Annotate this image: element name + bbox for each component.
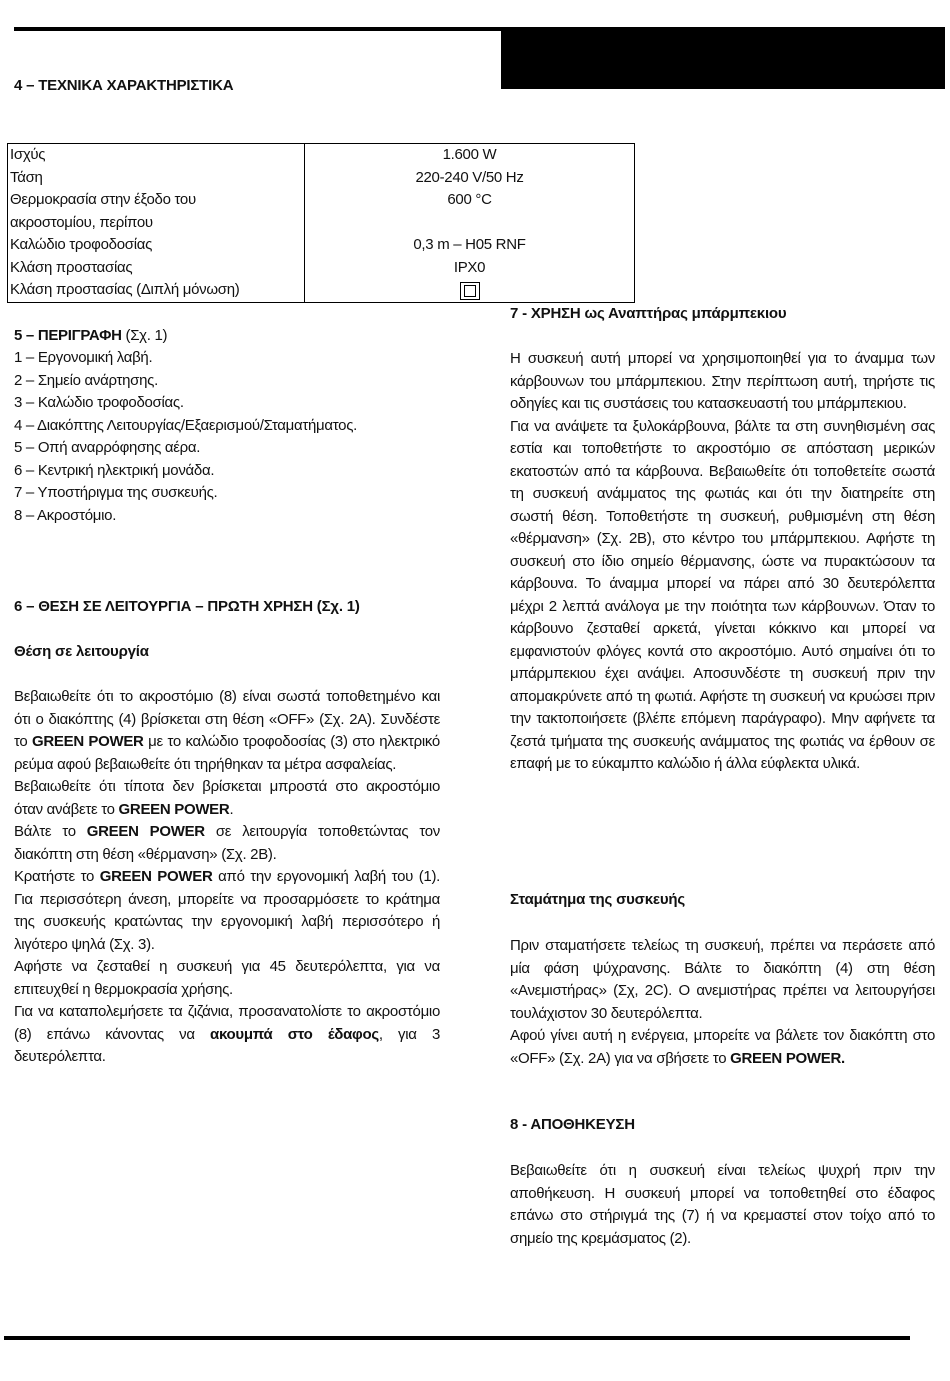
- spec-value: 0,3 m – H05 RNF: [413, 236, 526, 253]
- specs-table: [7, 143, 635, 303]
- section-6-subheading: Θέση σε λειτουργία: [14, 643, 149, 660]
- bottom-rule: [4, 1336, 910, 1340]
- paragraph: Αφού γίνει αυτή η ενέργεια, μπορείτε να βάλετε τον διακόπτη στο «OFF» (Σχ. 2A) για να σβήσετε το GREEN POWER.: [510, 1027, 935, 1067]
- paragraph: Βεβαιωθείτε ότι το ακροστόμιο (8) είναι σωστά τοποθετημένο και ότι ο διακόπτης (4) βρίσκεται στη θέση «OFF» (Σχ. 2A). Συνδέστε το GREEN POWER με το καλώδιο τροφοδοσίας (3) στο ηλεκτρικό ρεύμα αφού βεβαιωθείτε ότι τηρήθηκαν τα μέτρα ασφαλείας.: [14, 688, 440, 773]
- spec-label: Κλάση προστασίας: [10, 258, 133, 276]
- section-8-body: [510, 1160, 935, 1250]
- paragraph: Για να ανάψετε τα ξυλοκάρβουνα, βάλτε τα στη συνηθισμένη σας εστία και τοποθετήστε το ακροστόμιο σε απόσταση μερικών εκατοστών από τα κάρβουνα. Βεβαιωθείτε ότι τοποθετείτε σωστά τη συσκευή ανάμματος της φωτιάς και ότι την διατηρείτε στη σωστή θέση. Τοποθετήστε τη συσκευή, ρυθμισμένη στη θέση «θέρμανση» (Σχ. 2B), στο κέντρο του μπάρμπεκιου. Αφήστε τη συσκευή στο ίδιο σημείο θέρμανσης, ώστε να πυρακτώσουν τα κάρβουνα. Το άναμμα μπορεί να πάρει από 30 δευτερόλεπτα μέχρι 2 λεπτά ανάλογα με την ποιότητα των κάρβουνων. Όταν το κάρβουνο ζεσταθεί αρκετά, γίνεται κόκκινο και μπορεί να εμφανιστούν φλόγες κοντά στο ακροστόμιο. Αυτό σημαίνει ότι το μπάρμπεκιου έχει ανάψει. Αποσυνδέστε τη συσκευή πριν την απομακρύνετε από τη φωτιά. Αφήστε τη συσκευή να κρυώσει πριν την τακτοποιήσετε (βλέπε επόμενη παράγραφο). Μην αφήνετε τα ζεστά τμήματα της συσκευής ανάμματος της φωτιάς να έρθουν σε επαφή με το εύκαμπτο καλώδιο ή άλλα εύφλεκτα υλικά.: [510, 417, 935, 772]
- paragraph: Για να καταπολεμήσετε τα ζιζάνια, προσανατολίστε το ακροστόμιο (8) επάνω κάνοντας να ακουμπά στο έδαφος, για 3 δευτερόλεπτα.: [14, 1003, 440, 1065]
- paragraph: Πριν σταματήσετε τελείως τη συσκευή, πρέπει να περάσετε από μία φάση ψύχρανσης. Βάλτε το διακόπτη (4) στη θέση «Ανεμιστήρας» (Σχ, 2C). Ο ανεμιστήρας πρέπει να λειτουργήσει τουλάχιστον 30 δευτερόλεπτα.: [510, 937, 935, 1022]
- spec-label: Ισχύς: [10, 146, 46, 163]
- section-7-heading: 7 - ΧΡΗΣΗ ως Αναπτήρας μπάρμπεκιου: [510, 305, 787, 322]
- specs-labels-cell: [8, 144, 305, 303]
- header-black-box: [501, 27, 945, 89]
- double-insulation-square-icon: [460, 282, 480, 300]
- section-5-heading: [14, 325, 167, 348]
- spec-value: 1.600 W: [442, 146, 497, 163]
- spec-value: 220-240 V/50 Hz: [415, 168, 524, 186]
- spec-value: 600 °C: [447, 191, 492, 208]
- paragraph: Βεβαιωθείτε ότι τίποτα δεν βρίσκεται μπροστά στο ακροστόμιο όταν ανάβετε το GREEN POWER.: [14, 778, 440, 818]
- spec-label: Κλάση προστασίας (Διπλή μόνωση): [10, 281, 240, 298]
- paragraph: Κρατήστε το GREEN POWER από την εργονομική λαβή του (1). Για περισσότερη άνεση, μπορείτε να προσαρμόσετε το κράτημα της συσκευής κρατώντας την εργονομική λαβή περισσότερο ή λιγότερο ψηλά (Σχ. 3).: [14, 868, 441, 953]
- list-item: 2 – Σημείο ανάρτησης.: [14, 371, 158, 389]
- paragraph: Η συσκευή αυτή μπορεί να χρησιμοποιηθεί για το άναμμα των κάρβουνων του μπάρμπεκιου. Στην περίπτωση αυτή, τηρήστε τις οδηγίες και τις συστάσεις του κατασκευαστή του μπάρμπεκιου.: [510, 350, 935, 412]
- paragraph: Βεβαιωθείτε ότι η συσκευή είναι τελείως ψυχρή πριν την αποθήκευση. Η συσκευή μπορεί να τοποθετηθεί στο έδαφος επάνω στο στήριγμά της (7) ή να κρεμαστεί στον τοίχο από το σημείο της κρεμάσματος (2).: [510, 1162, 935, 1247]
- stop-body: [510, 935, 935, 1070]
- paragraph: Βάλτε το GREEN POWER σε λειτουργία τοποθετώντας τον διακόπτη στη θέση «θέρμανση» (Σχ. 2B).: [14, 823, 440, 863]
- list-item: 8 – Ακροστόμιο.: [14, 506, 117, 524]
- section-5-heading-bold: 5 – ΠΕΡΙΓΡΑΦΗ: [14, 327, 122, 344]
- spec-label: Τάση: [10, 168, 43, 186]
- list-item: 7 – Υποστήριγμα της συσκευής.: [14, 484, 218, 501]
- section-7-body: [510, 348, 935, 776]
- list-item: 1 – Εργονομική λαβή.: [14, 349, 153, 366]
- spec-label: Θερμοκρασία στην έξοδο του: [10, 191, 196, 208]
- list-item: 3 – Καλώδιο τροφοδοσίας.: [14, 394, 184, 411]
- spec-label: Καλώδιο τροφοδοσίας: [10, 236, 153, 253]
- description-list: [14, 347, 357, 527]
- paragraph: Αφήστε να ζεσταθεί η συσκευή για 45 δευτερόλεπτα, για να επιτευχθεί η θερμοκρασία χρήσης.: [14, 958, 440, 998]
- specs-values-cell: [305, 144, 635, 303]
- section-7-subheading: Σταμάτημα της συσκευής: [510, 891, 685, 908]
- section-6-body: [14, 686, 440, 1069]
- section-6-heading: 6 – ΘΕΣΗ ΣΕ ΛΕΙΤΟΥΡΓΙΑ – ΠΡΩΤΗ ΧΡΗΣΗ (Σχ. 1): [14, 598, 360, 615]
- section-8-heading: 8 - ΑΠΟΘΗΚΕΥΣΗ: [510, 1116, 635, 1133]
- list-item: 4 – Διακόπτης Λειτουργίας/Εξαερισμού/Σταματήματος.: [14, 416, 358, 434]
- section-4-heading: 4 – ΤΕΧΝΙΚΑ ΧΑΡΑΚΤΗΡΙΣΤΙΚΑ: [14, 77, 234, 94]
- spec-label: ακροστομίου, περίπου: [10, 213, 153, 231]
- list-item: 5 – Οπή αναρρόφησης αέρα.: [14, 439, 201, 456]
- spec-value: IPX0: [453, 258, 486, 276]
- list-item: 6 – Κεντρική ηλεκτρική μονάδα.: [14, 461, 215, 479]
- section-5-heading-rest: (Σχ. 1): [121, 327, 168, 344]
